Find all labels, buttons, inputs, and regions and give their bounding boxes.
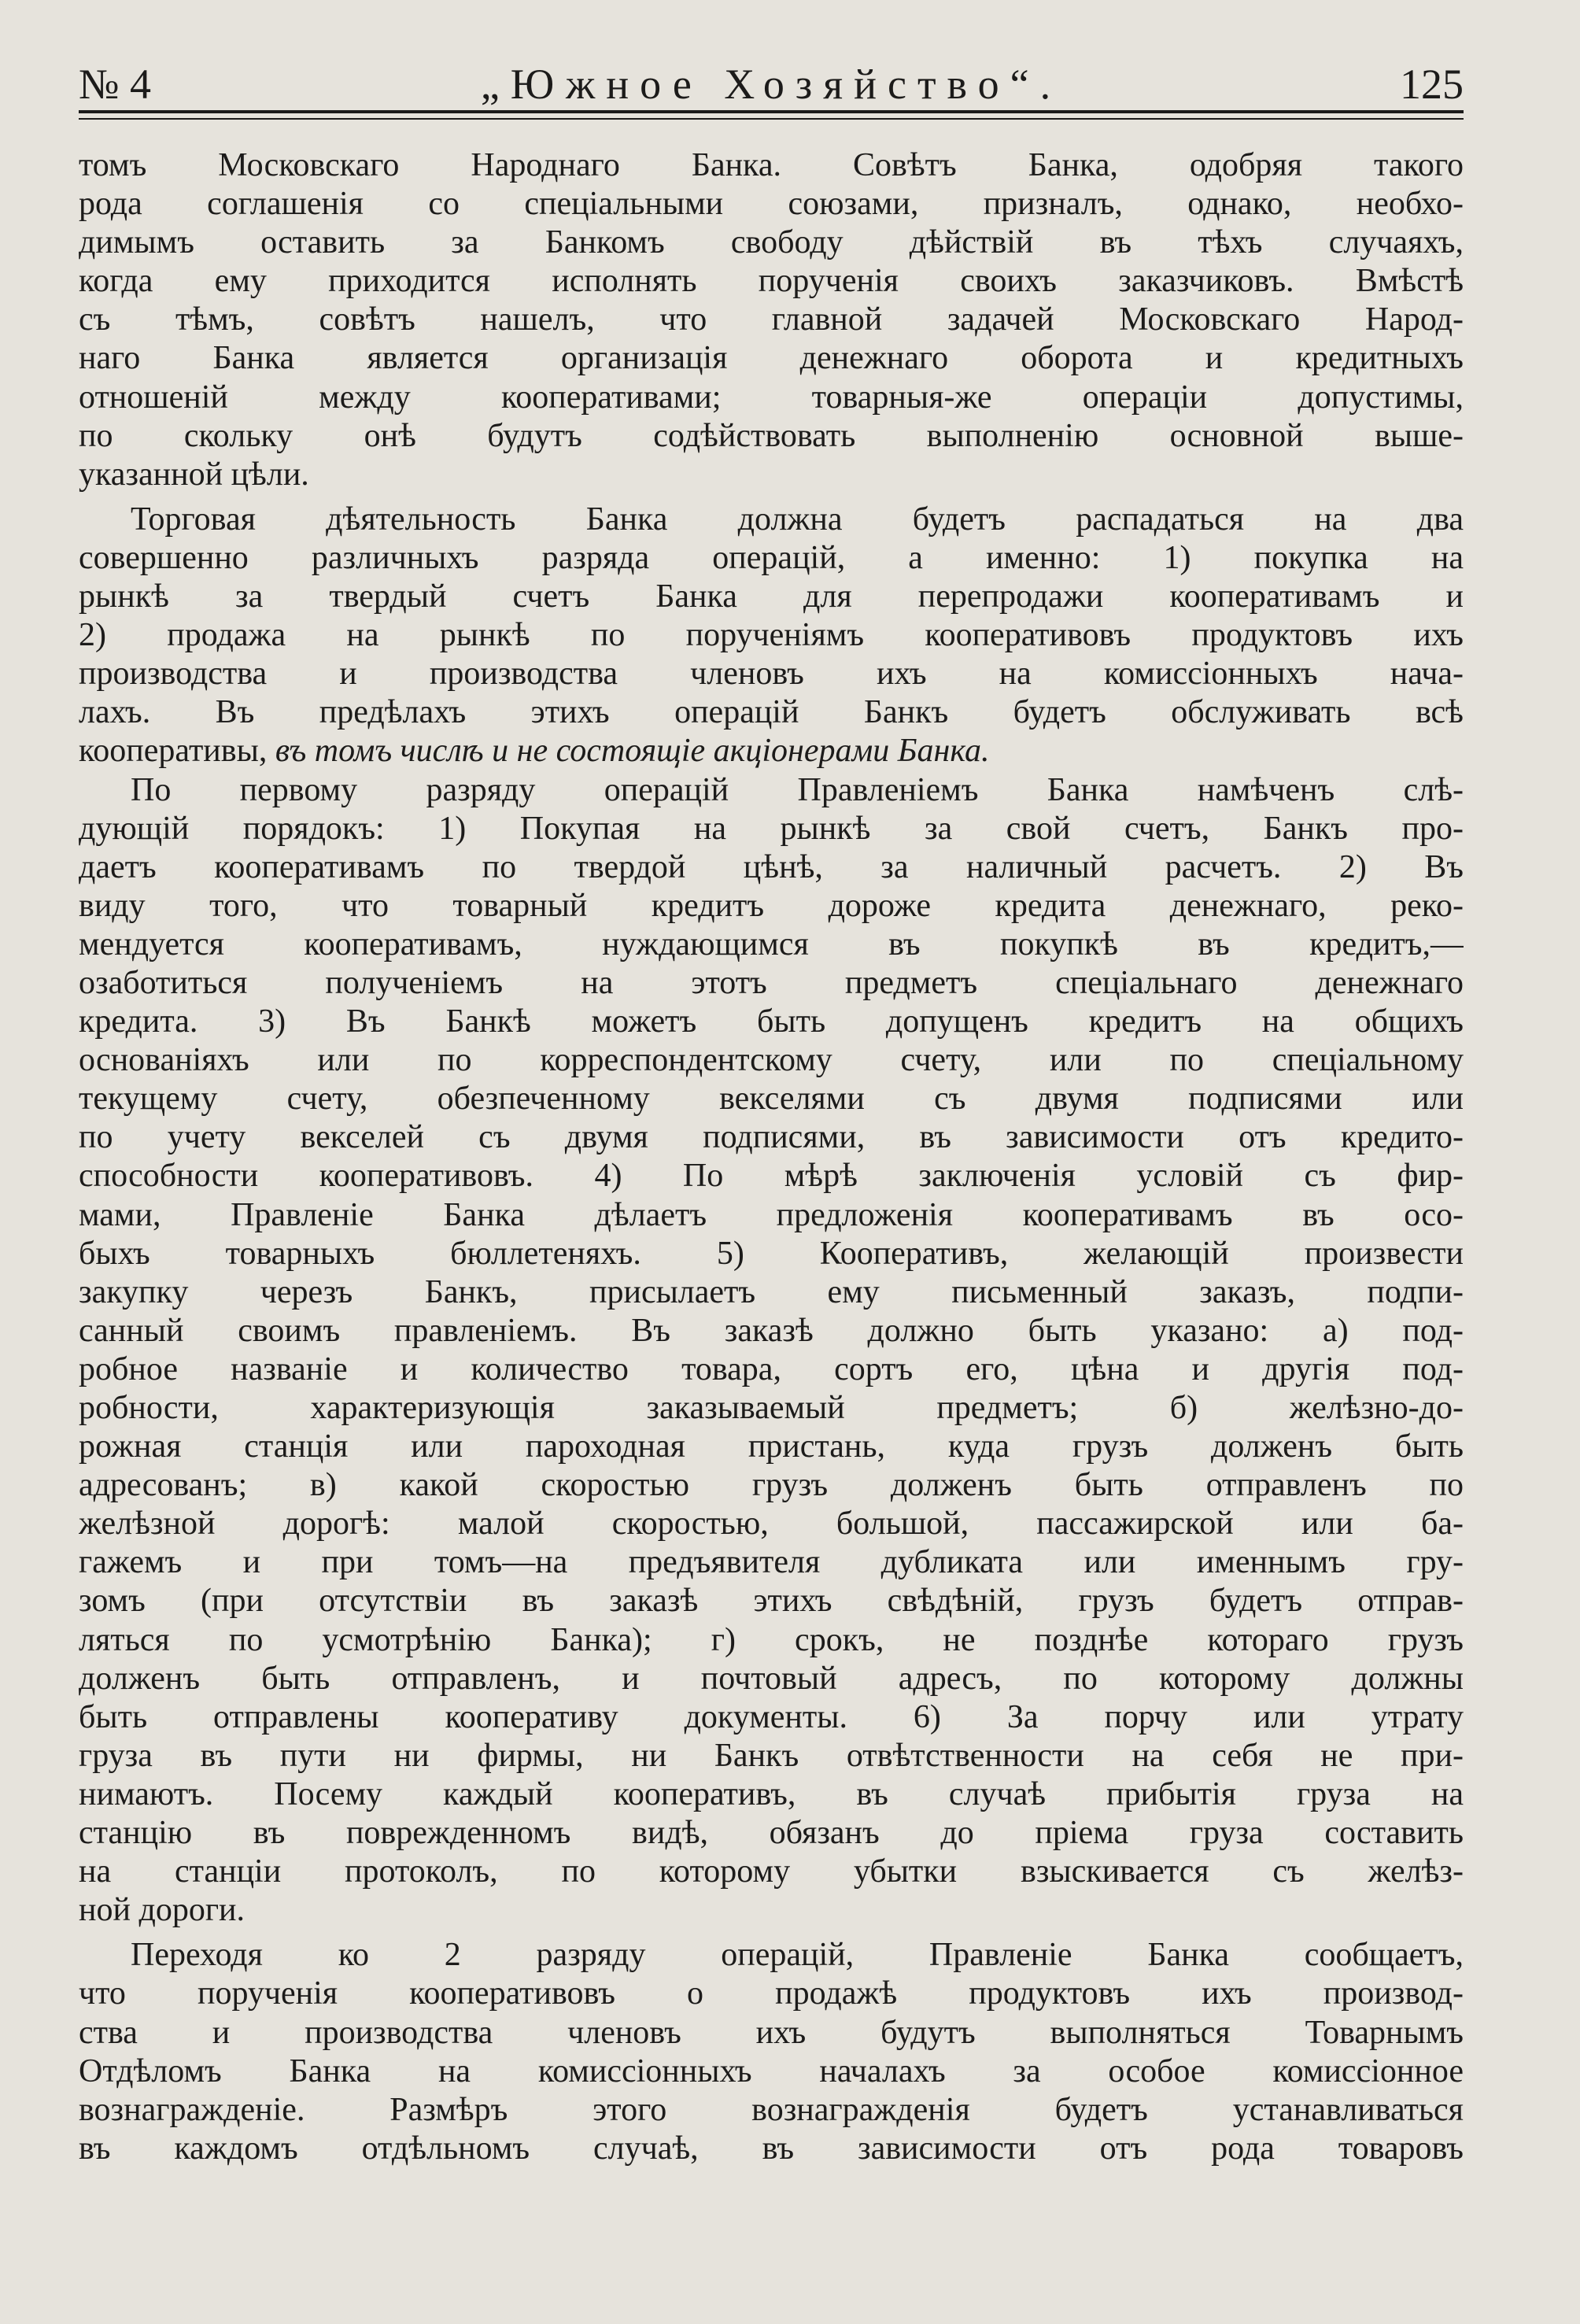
- text-line: отношеній между кооперативами; товарныя-же операціи допустимы,: [79, 379, 1464, 416]
- text-line: груза въ пути ни фирмы, ни Банкъ отвѣтственности на себя не при-: [79, 1737, 1464, 1774]
- text-line: что порученія кооперативовъ о продажѣ продуктовъ ихъ производ-: [79, 1975, 1464, 2012]
- paragraph-3: [79, 771, 1464, 1931]
- paragraph-1: [79, 146, 1464, 494]
- text-line: 2) продажа на рынкѣ по порученіямъ кооперативовъ продуктовъ ихъ: [79, 617, 1464, 654]
- text-line: быхъ товарныхъ бюллетеняхъ. 5) Кооперативъ, желающій произвести: [79, 1235, 1464, 1272]
- text-line: вознагражденіе. Размѣръ этого вознагражденія будетъ устанавливаться: [79, 2091, 1464, 2128]
- text-line: на станціи протоколъ, по которому убытки взыскивается съ желѣз-: [79, 1853, 1464, 1890]
- journal-title: „Южное Хозяйство“.: [480, 61, 1062, 108]
- text-line: санный своимъ правленіемъ. Въ заказѣ должно быть указано: а) под-: [79, 1312, 1464, 1349]
- header-rule-thick: [79, 110, 1464, 113]
- text-line: совершенно различныхъ разряда операцій, а именно: 1) покупка на: [79, 539, 1464, 576]
- text-line: адресованъ; в) какой скоростью грузъ долженъ быть отправленъ по: [79, 1467, 1464, 1504]
- text-line: указанной цѣли.: [79, 456, 309, 493]
- text-line: рынкѣ за твердый счетъ Банка для перепродажи кооперативамъ и: [79, 578, 1464, 615]
- text-line: станцію въ поврежденномъ видѣ, обязанъ до пріема груза составить: [79, 1815, 1464, 1852]
- text-line: производства и производства членовъ ихъ на комиссіонныхъ нача-: [79, 656, 1464, 693]
- text-line: въ каждомъ отдѣльномъ случаѣ, въ зависимости отъ рода товаровъ: [79, 2130, 1464, 2167]
- text-line: озаботиться полученіемъ на этотъ предметъ спеціальнаго денежнаго: [79, 964, 1464, 1001]
- text-line: рода соглашенія со спеціальными союзами, призналъ, однако, необхо-: [79, 186, 1464, 223]
- text-line: Переходя ко 2 разряду операцій, Правленіе Банка сообщаетъ,: [131, 1937, 1464, 1974]
- text-line: томъ Московскаго Народнаго Банка. Совѣтъ Банка, одобряя такого: [79, 147, 1464, 183]
- header-rule-thin: [79, 118, 1464, 120]
- italic-emphasis: въ томъ числѣ и не состоящіе акціонерами Банка.: [275, 733, 990, 770]
- text-line: желѣзной дорогѣ: малой скоростью, большой, пассажирской или ба-: [79, 1506, 1464, 1543]
- page-header: [79, 57, 1464, 112]
- text-line: нимаютъ. Посему каждый кооперативъ, въ случаѣ прибытія груза на: [79, 1775, 1464, 1812]
- text-line: по учету векселей съ двумя подписями, въ зависимости отъ кредито-: [79, 1119, 1464, 1156]
- text-line: Отдѣломъ Банка на комиссіонныхъ началахъ за особое комиссіонное: [79, 2052, 1464, 2089]
- text-line: робности, характеризующія заказываемый предметъ; б) желѣзно-до-: [79, 1390, 1464, 1426]
- text-line: долженъ быть отправленъ, и почтовый адресъ, по которому должны: [79, 1660, 1464, 1697]
- text-line: ляться по усмотрѣнію Банка); г) срокъ, не позднѣе котораго грузъ: [79, 1621, 1464, 1658]
- text-line: ной дороги.: [79, 1892, 245, 1929]
- text-line: димымъ оставить за Банкомъ свободу дѣйствій въ тѣхъ случаяхъ,: [79, 224, 1464, 261]
- text-line: когда ему приходится исполнять порученія своихъ заказчиковъ. Вмѣстѣ: [79, 263, 1464, 300]
- text-line: рожная станція или пароходная пристань, куда грузъ долженъ быть: [79, 1428, 1464, 1465]
- text-line: зомъ (при отсутствіи въ заказѣ этихъ свѣдѣній, грузъ будетъ отправ-: [79, 1583, 1464, 1620]
- text-line: быть отправлены кооперативу документы. 6) За порчу или утрату: [79, 1698, 1464, 1735]
- paragraph-4: [79, 1936, 1464, 2168]
- text-line: гажемъ и при томъ—на предъявителя дубликата или именнымъ гру-: [79, 1544, 1464, 1581]
- article-body: [79, 146, 1464, 2168]
- text-line: дующій порядокъ: 1) Покупая на рынкѣ за свой счетъ, Банкъ про-: [79, 810, 1464, 847]
- text-line: робное названіе и количество товара, сортъ его, цѣна и другія под-: [79, 1350, 1464, 1387]
- text-plain: кооперативы,: [79, 733, 275, 770]
- page-number: 125: [1400, 61, 1464, 108]
- paragraph-2: [79, 501, 1464, 771]
- text-line: наго Банка является организація денежнаго оборота и кредитныхъ: [79, 340, 1464, 377]
- text-line: Торговая дѣятельность Банка должна будетъ распадаться на два: [131, 501, 1464, 538]
- text-line: мендуется кооперативамъ, нуждающимся въ покупкѣ въ кредитъ,—: [79, 926, 1464, 962]
- text-line: даетъ кооперативамъ по твердой цѣнѣ, за наличный расчетъ. 2) Въ: [79, 848, 1464, 885]
- text-line: По первому разряду операцій Правленіемъ Банка намѣченъ слѣ-: [131, 771, 1464, 808]
- text-line: текущему счету, обезпеченному векселями съ двумя подписями или: [79, 1081, 1464, 1118]
- text-line: основаніяхъ или по корреспондентскому счету, или по спеціальному: [79, 1042, 1464, 1079]
- text-line: мами, Правленіе Банка дѣлаетъ предложенія кооперативамъ въ осо-: [79, 1196, 1464, 1233]
- text-line: закупку черезъ Банкъ, присылаетъ ему письменный заказъ, подпи-: [79, 1273, 1464, 1310]
- text-line: ства и производства членовъ ихъ будутъ выполняться Товарнымъ: [79, 2014, 1464, 2051]
- text-line: съ тѣмъ, совѣтъ нашелъ, что главной задачей Московскаго Народ-: [79, 301, 1464, 338]
- text-line: лахъ. Въ предѣлахъ этихъ операцій Банкъ будетъ обслуживать всѣ: [79, 694, 1464, 731]
- text-line: виду того, что товарный кредитъ дороже кредита денежнаго, реко-: [79, 887, 1464, 924]
- text-line: по скольку онѣ будутъ содѣйствовать выполненію основной выше-: [79, 417, 1464, 454]
- text-line: способности кооперативовъ. 4) По мѣрѣ заключенія условій съ фир-: [79, 1158, 1464, 1195]
- issue-number: № 4: [79, 61, 152, 108]
- text-line: кредита. 3) Въ Банкѣ можетъ быть допущенъ кредитъ на общихъ: [79, 1003, 1464, 1040]
- text-line: [79, 732, 1464, 770]
